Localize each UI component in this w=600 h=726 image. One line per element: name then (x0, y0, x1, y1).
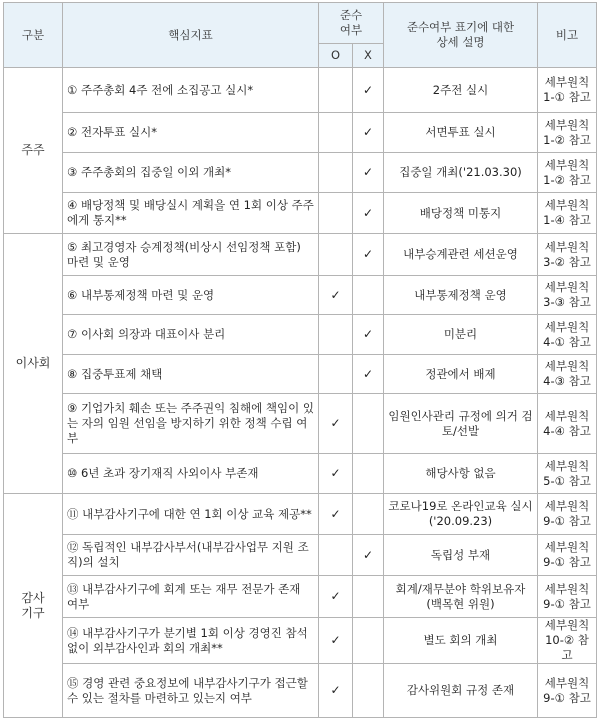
note-cell (538, 494, 597, 535)
table-row (4, 355, 597, 394)
table-row (4, 664, 597, 718)
compliance-o-cell: ✓ (319, 494, 353, 535)
category-cell: 주주 (4, 68, 63, 234)
compliance-x-cell: ✓ (353, 234, 384, 276)
header-category: 구분 (4, 3, 63, 68)
note-label: 세부원칙 (544, 581, 590, 596)
indicator-cell: ⑤ 최고경영자 승계정책(비상시 선임정책 포함) 마련 및 운영 (63, 234, 319, 276)
compliance-x-cell (353, 664, 384, 718)
compliance-x-cell (353, 276, 384, 315)
note-label: 세부원칙 (544, 239, 590, 254)
compliance-x-cell: ✓ (353, 153, 384, 193)
note-label: 세부원칙 (544, 280, 590, 294)
compliance-o-cell: ✓ (319, 664, 353, 718)
note-label: 세부원칙 (544, 540, 590, 554)
header-o: O (319, 44, 353, 68)
compliance-o-cell: ✓ (319, 454, 353, 494)
note-label: 세부원칙 (544, 499, 590, 513)
note-label: 세부원칙 (544, 198, 590, 212)
compliance-o-cell (319, 193, 353, 234)
indicator-cell: ⑩ 6년 초과 장기재직 사외이사 부존재 (63, 454, 319, 494)
note-label: 세부원칙 (544, 75, 590, 89)
indicator-cell: ⑮ 경영 관련 중요정보에 내부감사기구가 접근할 수 있는 절차를 마련하고 있는지 여부 (63, 664, 319, 718)
note-cell (538, 535, 597, 576)
note-reference: 1-① 참고 (543, 90, 591, 104)
note-cell (538, 454, 597, 494)
description-cell: 미분리 (384, 315, 538, 355)
note-reference: 9-① 참고 (543, 514, 591, 528)
compliance-o-cell (319, 315, 353, 355)
indicator-cell: ⑬ 내부감사기구에 회계 또는 재무 전문가 존재 여부 (63, 576, 319, 618)
description-cell: 해당사항 없음 (384, 454, 538, 494)
category-cell: 이사회 (4, 234, 63, 494)
indicator-cell: ⑥ 내부통제정책 마련 및 운영 (63, 276, 319, 315)
table-row (4, 234, 597, 276)
note-cell (538, 664, 597, 718)
compliance-x-cell (353, 618, 384, 664)
compliance-o-cell (319, 535, 353, 576)
indicator-cell: ③ 주주총회의 집중일 이외 개최* (63, 153, 319, 193)
table-row (4, 113, 597, 153)
description-cell: 정관에서 배제 (384, 355, 538, 394)
table-row (4, 68, 597, 113)
compliance-o-cell: ✓ (319, 394, 353, 454)
indicator-cell: ⑭ 내부감사기구가 분기별 1회 이상 경영진 참석 없이 외부감사인과 회의 개최** (63, 618, 319, 664)
header-compliance: 준수 여부 (319, 3, 384, 44)
note-cell (538, 68, 597, 113)
description-cell: 내부통제정책 운영 (384, 276, 538, 315)
header-indicator: 핵심지표 (63, 3, 319, 68)
indicator-cell: ⑪ 내부감사기구에 대한 연 1회 이상 교육 제공** (63, 494, 319, 535)
compliance-x-cell: ✓ (353, 68, 384, 113)
note-cell (538, 576, 597, 618)
compliance-o-cell (319, 68, 353, 113)
compliance-x-cell: ✓ (353, 113, 384, 153)
header-x: X (353, 44, 384, 68)
indicator-cell: ⑨ 기업가치 훼손 또는 주주권익 침해에 책임이 있는 자의 임원 선임을 방지하기 위한 정책 수립 여부 (63, 394, 319, 454)
description-cell: 회계/재무분야 학위보유자 (백목현 위원) (384, 576, 538, 618)
indicator-cell: ④ 배당정책 및 배당실시 계획을 연 1회 이상 주주에게 통지** (63, 193, 319, 234)
note-reference: 1-④ 참고 (543, 213, 591, 227)
table-body (4, 68, 597, 718)
compliance-x-cell: ✓ (353, 355, 384, 394)
table-row (4, 315, 597, 355)
note-cell (538, 153, 597, 193)
table-row (4, 454, 597, 494)
note-label: 세부원칙 (544, 359, 590, 373)
note-reference: 9-① 참고 (543, 555, 591, 569)
indicator-cell: ⑧ 집중투표제 채택 (63, 355, 319, 394)
note-cell (538, 618, 597, 664)
table-row (4, 618, 597, 664)
indicator-cell: ⑫ 독립적인 내부감사부서(내부감사업무 지원 조직)의 설치 (63, 535, 319, 576)
description-cell: 2주전 실시 (384, 68, 538, 113)
description-cell: 임원인사관리 규정에 의거 검토/선발 (384, 394, 538, 454)
note-reference: 4-③ 참고 (543, 374, 591, 388)
note-reference: 3-③ 참고 (543, 295, 591, 309)
note-label: 세부원칙 (544, 157, 590, 172)
note-label: 세부원칙 (544, 319, 590, 334)
compliance-x-cell (353, 394, 384, 454)
note-label: 세부원칙 (544, 117, 590, 132)
table-row (4, 394, 597, 454)
note-reference: 4-④ 참고 (543, 423, 591, 438)
note-reference: 3-② 참고 (543, 254, 591, 269)
note-cell (538, 315, 597, 355)
note-label: 세부원칙 (544, 675, 590, 690)
description-cell: 집중일 개최('21.03.30) (384, 153, 538, 193)
description-cell: 별도 회의 개최 (384, 618, 538, 664)
compliance-x-cell: ✓ (353, 535, 384, 576)
note-reference: 9-① 참고 (543, 596, 591, 611)
table-row (4, 276, 597, 315)
compliance-o-cell (319, 234, 353, 276)
category-cell: 감사 기구 (4, 494, 63, 718)
table-row (4, 535, 597, 576)
note-cell (538, 193, 597, 234)
governance-compliance-table (3, 2, 597, 718)
compliance-o-cell: ✓ (319, 618, 353, 664)
table-row (4, 576, 597, 618)
note-cell (538, 394, 597, 454)
note-reference: 10-② 참고 (545, 633, 589, 662)
compliance-x-cell (353, 576, 384, 618)
compliance-x-cell (353, 454, 384, 494)
note-label: 세부원칙 (544, 618, 590, 632)
note-reference: 1-② 참고 (543, 132, 591, 147)
compliance-o-cell: ✓ (319, 276, 353, 315)
note-cell (538, 113, 597, 153)
note-reference: 9-① 참고 (543, 690, 591, 705)
note-cell (538, 355, 597, 394)
note-reference: 5-① 참고 (543, 473, 591, 488)
indicator-cell: ⑦ 이사회 의장과 대표이사 분리 (63, 315, 319, 355)
table-row (4, 494, 597, 535)
note-reference: 1-② 참고 (543, 172, 591, 187)
note-label: 세부원칙 (544, 458, 590, 473)
description-cell: 서면투표 실시 (384, 113, 538, 153)
indicator-cell: ① 주주총회 4주 전에 소집공고 실시* (63, 68, 319, 113)
compliance-x-cell (353, 494, 384, 535)
note-label: 세부원칙 (544, 408, 590, 423)
compliance-x-cell: ✓ (353, 315, 384, 355)
compliance-x-cell: ✓ (353, 193, 384, 234)
description-cell: 내부승계관련 세션운영 (384, 234, 538, 276)
table-row (4, 193, 597, 234)
compliance-o-cell (319, 153, 353, 193)
header-note: 비고 (538, 3, 597, 68)
compliance-o-cell (319, 355, 353, 394)
description-cell: 배당정책 미통지 (384, 193, 538, 234)
description-cell: 독립성 부재 (384, 535, 538, 576)
description-cell: 감사위원회 규정 존재 (384, 664, 538, 718)
indicator-cell: ② 전자투표 실시* (63, 113, 319, 153)
compliance-o-cell (319, 113, 353, 153)
description-cell: 코로나19로 온라인교육 실시('20.09.23) (384, 494, 538, 535)
note-cell (538, 234, 597, 276)
table-row (4, 153, 597, 193)
header-description: 준수여부 표기에 대한 상세 설명 (384, 3, 538, 68)
note-cell (538, 276, 597, 315)
note-reference: 4-① 참고 (543, 334, 591, 349)
compliance-o-cell: ✓ (319, 576, 353, 618)
